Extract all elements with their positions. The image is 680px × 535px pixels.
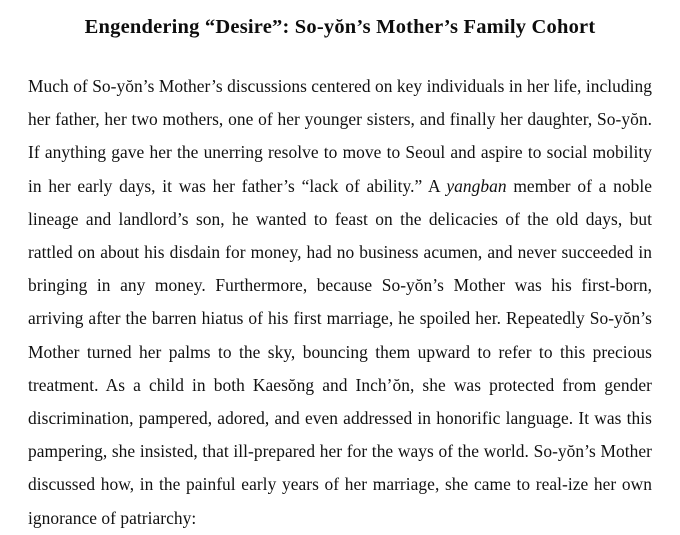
paragraph-segment-1: Much of So-yŏn’s Mother’s discussions centered on key individuals in her life, including her father, her two mothers, one of her younger sisters, and finally her daughter, So-yŏn. If anything gave her the unerring resolve to move to Seoul and aspire to social mobility in her early days, it was her father’s “lack of ability.” A <box>28 76 652 196</box>
italic-term-yangban: yangban <box>446 175 507 196</box>
paragraph-segment-2: member of a noble lineage and landlord’s son, he wanted to feast on the delicacies of the old days, but rattled on about his disdain for money, had no business acumen, and never succeeded in bringing in any money. Furthermore, because So-yŏn’s Mother was his first-born, arriving after the barren hiatus of his first marriage, he spoiled her. Repeatedly So-yŏn’s Mother turned her palms to the sky, bouncing them upward to refer to this precious treatment. As a child in both Kaesŏng and Inch’ŏn, she was protected from gender discrimination, pampered, adored, and even addressed in honorific language. It was this pampering, she insisted, that ill-prepared her for the ways of the world. So-yŏn’s Mother discussed how, in the painful early years of her marriage, she came to real-ize her own ignorance of patriarchy: <box>28 175 652 528</box>
body-paragraph <box>28 70 652 535</box>
page-title: Engendering “Desire”: So-yŏn’s Mother’s Family Cohort <box>84 16 596 38</box>
